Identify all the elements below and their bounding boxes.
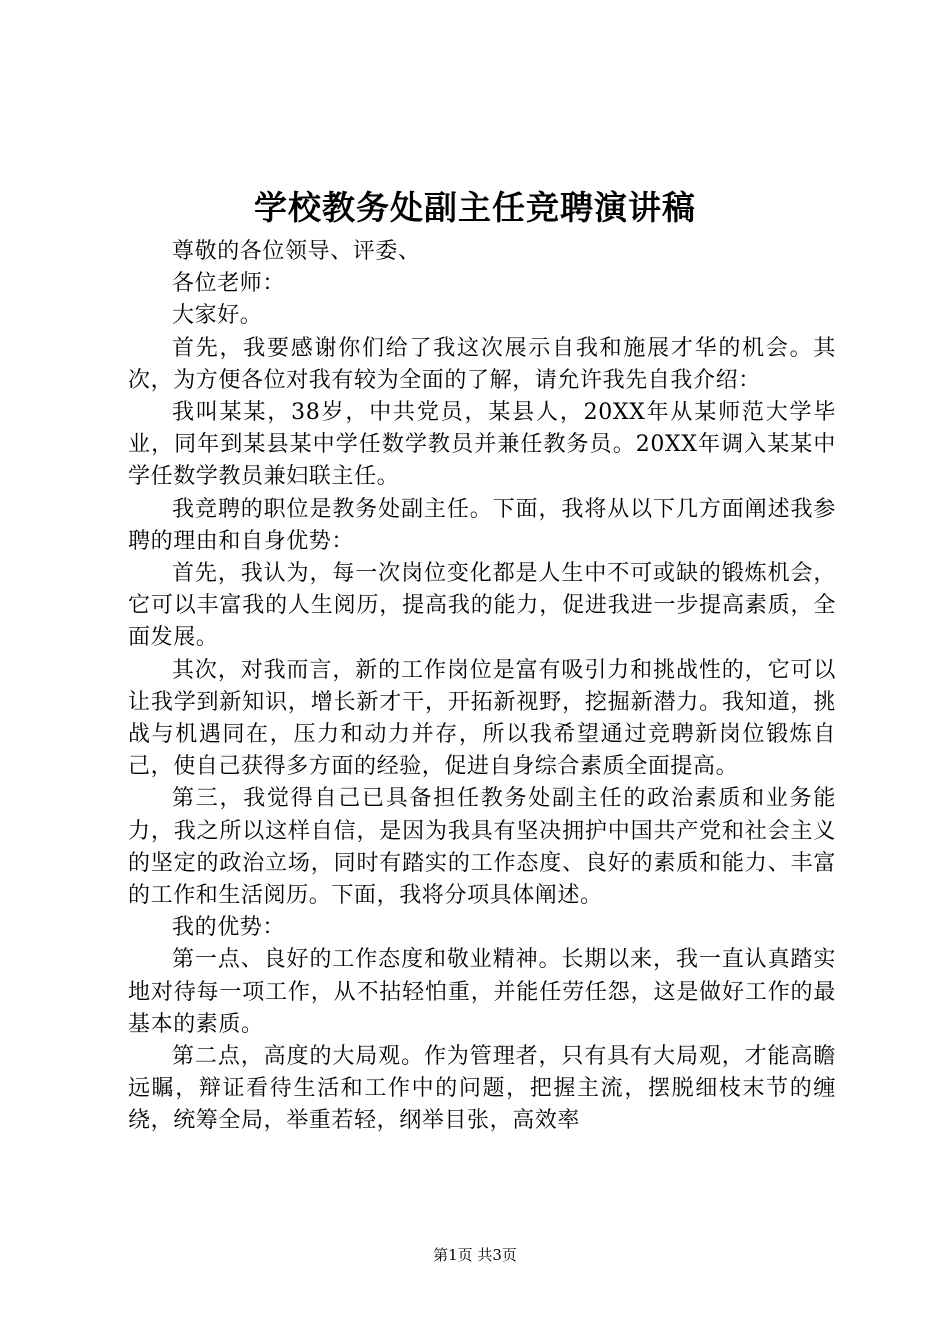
paragraph: 我的优势： (172, 915, 286, 941)
paragraph: 首先，我认为，每一次岗位变化都是人生中不可或缺的锻炼机会，它可以丰富我的人生阅历，提高我的能力，促进我进一步提高素质，全面发展。 (128, 561, 836, 651)
document-body (128, 236, 836, 1138)
paragraph: 各位老师： (172, 271, 286, 297)
paragraph: 第一点、良好的工作态度和敬业精神。长期以来，我一直认真踏实地对待每一项工作，从不拈轻怕重，并能任劳任怨，这是做好工作的最基本的素质。 (128, 947, 836, 1037)
paragraph: 第三，我觉得自己已具备担任教务处副主任的政治素质和业务能力，我之所以这样自信，是因为我具有坚决拥护中国共产党和社会主义的坚定的政治立场，同时有踏实的工作态度、良好的素质和能力、丰富的工作和生活阅历。下面，我将分项具体阐述。 (128, 786, 836, 909)
paragraph: 我叫某某，38岁，中共党员，某县人，20XX年从某师范大学毕业，同年到某县某中学任数学教员并兼任教务员。20XX年调入某某中学任数学教员兼妇联主任。 (128, 400, 836, 490)
paragraph: 大家好。 (172, 303, 263, 329)
paragraph: 第二点，高度的大局观。作为管理者，只有具有大局观，才能高瞻远瞩，辩证看待生活和工作中的问题，把握主流，摆脱细枝末节的缠绕，统筹全局，举重若轻，纲举目张，高效率 (128, 1044, 836, 1134)
document-title: 学校教务处副主任竞聘演讲稿 (254, 188, 696, 227)
page-footer: 第1页 共3页 (433, 1246, 517, 1264)
paragraph: 其次，对我而言，新的工作岗位是富有吸引力和挑战性的，它可以让我学到新知识，增长新才干，开拓新视野，挖掘新潜力。我知道，挑战与机遇同在，压力和动力并存，所以我希望通过竞聘新岗位锻炼自己，使自己获得多方面的经验，促进自身综合素质全面提高。 (128, 657, 836, 780)
paragraph: 我竞聘的职位是教务处副主任。下面，我将从以下几方面阐述我参聘的理由和自身优势： (128, 496, 836, 554)
paragraph: 首先，我要感谢你们给了我这次展示自我和施展才华的机会。其次，为方便各位对我有较为全面的了解，请允许我先自我介绍： (128, 335, 836, 393)
paragraph: 尊敬的各位领导、评委、 (172, 239, 421, 264)
